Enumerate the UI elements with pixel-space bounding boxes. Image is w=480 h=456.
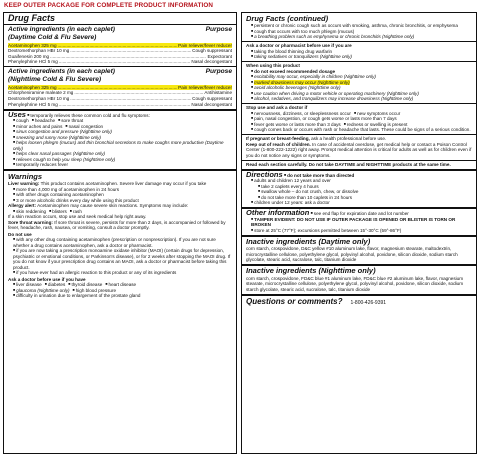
ask-pharmacist-heading: Ask a doctor or pharmacist before use if you are [246,43,352,48]
stop-use-item: ■ fever gets worse or lasts more than 3 days [251,122,341,127]
condition-item: ■ thyroid disease [68,282,102,287]
ask-pharmacist-item: ■ taking the blood thinning drug warfarin [246,49,472,55]
questions-section [242,296,476,308]
drug-facts-left-panel [3,12,237,454]
condition-item: ■ difficulty in urination due to enlargement of the prostate gland [8,293,232,299]
nighttime-purpose-label: Purpose [205,68,232,76]
other-info-section [242,209,476,237]
inactive-nighttime-text: corn starch, crospovidone, FD&C blue #1 aluminum lake, FD&C blue #2 aluminum lake, flavor, magnesium stearate, microcrystalline cellulose, polyethylene glycol, polyvinyl alcohol, povidone, silicon dioxide, sodium starch glycolate, stearic acid, sucralose, talc, titanium dioxide [246,275,464,292]
liver-warning [8,181,232,187]
directions-section [242,171,476,210]
condition-item: ■ glaucoma (Nighttime only) [13,288,70,293]
stop-use-section [242,104,476,135]
do-not-use-item: ■ with any other drug containing acetaminophen (prescription or nonprescription). If you are not sure whether a drug contains acetaminophen, ask a doctor or pharmacist. [8,237,232,248]
ingredient-purpose: Pain reliever/fever reducer [178,42,232,48]
nighttime-active-label: Active ingredients (in each caplet) [8,68,115,76]
ingredient-purpose: Nasal decongestant [191,101,232,107]
do-not-use-item: ■ if you are now taking a prescription monoamine oxidase inhibitor (MAOI) (certain drugs for depression, psychiatric or emotional conditions, or Parkinson's disease), or for 2 weeks after stopping the MAOI drug. If you do not know if your prescription drug contains an MAOI, ask a doctor or pharmacist before taking this product. [8,248,232,270]
ingredient-name: Dextromethorphan HBr 10 mg [8,48,70,54]
ingredient-name: Acetaminophen 325 mg [8,84,57,90]
drug-facts-right-panel [241,12,477,454]
directions-title: Directions [246,169,283,179]
ingredient-row [8,102,232,108]
drug-facts-title: Drug Facts [8,13,56,23]
keep-out-text: In case of accidental overdose, get medical help or contact a Poison Control Center (1-800-222-1222) right away. Prompt medical attention is critical for adults as well as for children even if you do not notice any signs or symptoms. [246,141,472,158]
ask-doctor-text: ■ cough that occurs with too much phlegm (mucus) [251,29,354,34]
ask-pharmacist-section [242,42,476,62]
daytime-purpose-label: Purpose [205,26,232,33]
nighttime-subheading: (Nighttime Cold & Flu Severe) [8,76,102,84]
when-using-item: ■ use caution when driving a motor vehicle or operating machinery (Nighttime only) [246,91,472,97]
other-info-note: ■ see end flap for expiration date and lot number [311,211,409,216]
ingredient-purpose: Nasal decongestant [191,59,232,65]
when-using-section [242,62,476,104]
use-item: ■ helps clear nasal passages (Nighttime only) [8,151,232,157]
daytime-active-ingredients [4,25,236,67]
warnings-title: Warnings [8,172,43,182]
inactive-nighttime-section [242,266,476,296]
ingredient-purpose: Pain reliever/fever reducer [178,84,232,90]
inactive-daytime-text: corn starch, crospovidone, D&C yellow #10 aluminum lake, flavor, magnesium stearate, maltodextrin, microcrystalline cellulose, polyethylene glycol, polyvinyl alcohol, povidone, silicon dioxide, sodium starch glycolate, stearic acid, sucralose, talc, titanium dioxide [246,246,458,263]
stop-use-item: ■ nervousness, dizziness, or sleeplessness occur [251,111,351,116]
directions-item: ■ children under 12 years: ask a doctor [246,200,472,206]
use-item: ■ helps loosen phlegm (mucus) and thin bronchial secretions to make coughs more productive (Daytime only) [8,140,232,151]
daytime-active-heading [8,26,232,34]
condition-item: ■ heart disease [105,282,136,287]
sore-throat-warning [8,220,232,231]
use-item: ■ headache [32,118,55,123]
ingredient-name: Acetaminophen 325 mg [8,42,57,48]
condition-item: ■ liver disease [13,282,42,287]
ask-pharmacist-item: ■ taking sedatives or tranquilizers (Nighttime only) [246,54,472,60]
ingredient-purpose: Cough suppressant [192,48,232,54]
ingredient-name: Phenylephrine HCl 5 mg [8,101,58,107]
skin-symptom: ■ rash [70,209,82,214]
other-info-item: ■ store at 25°C (77°F); excursions permitted between 15°-30°C (59°-86°F) [246,228,472,234]
nighttime-active-heading [8,68,232,76]
use-item: ■ minor aches and pains [13,124,62,129]
uses-intro-text: ■ temporarily relieves these common cold and flu symptoms: [27,113,150,118]
questions-title: Questions or comments? [246,296,343,306]
ingredient-name: Dextromethorphan HBr 10 mg [8,96,70,102]
sore-throat-lead: Sore throat warning: [8,219,53,225]
stop-use-item: ■ new symptoms occur [354,111,400,116]
questions-phone[interactable]: 1-800-426-9391 [350,299,387,306]
ingredient-name: Phenylephrine HCl 5 mg [8,59,58,65]
do-not-use-heading: Do not use [8,231,32,237]
use-item: ■ temporarily reduces fever [8,162,232,168]
liver-warning-text: This product contains acetaminophen. Severe liver damage may occur if you take [40,181,207,187]
stop-use-item: ■ pain, nasal congestion, or cough gets worse or lasts more than 7 days [246,116,472,122]
stop-use-item: ■ cough comes back or occurs with rash or headache that lasts. These could be signs of a serious condition. [246,127,472,133]
directions-item: ■ swallow whole – do not crush, chew, or dissolve [246,189,472,195]
questions-row [246,297,472,307]
keep-out-of-reach [246,142,472,159]
when-using-item: ■ do not exceed recommended dosage [246,69,472,75]
other-info-item: ■ TAMPER EVIDENT: DO NOT USE IF OUTER PACKAGE IS OPENED OR BLISTER IS TORN OR BROKEN [246,217,472,228]
keep-out-lead: Keep out of reach of children. [246,141,311,147]
pregnancy-section [242,135,476,161]
when-using-heading: When using this product [246,63,300,68]
other-info-title: Other information [246,208,310,217]
use-item: ■ nasal congestion [65,124,103,129]
inactive-daytime-title: Inactive ingredients (Daytime only) [246,236,371,246]
ask-doctor-heading: Ask a doctor before use if you have [8,276,86,282]
skin-symptom: ■ skin reddening [13,209,46,214]
ask-doctor-item: ■ a breathing problem such as emphysema or chronic bronchitis (Nighttime only) [246,34,472,40]
uses-title: Uses [8,109,26,119]
warning-item: ■ more than 4,000 mg of acetaminophen in 24 hours [8,187,232,193]
ingredient-purpose: Antihistamine [204,90,232,96]
daytime-subheading: (Daytime Cold & Flu Severe) [8,34,97,41]
nighttime-active-ingredients [4,67,236,110]
stop-use-item: ■ redness or swelling is present [344,122,408,127]
drug-facts-title-section [4,13,236,25]
allergy-alert-text: Acetaminophen may cause severe skin reactions. Symptoms may include: [37,203,189,209]
warning-item: ■ 3 or more alcoholic drinks every day while using this product [8,198,232,204]
package-banner: KEEP OUTER PACKAGE FOR COMPLETE PRODUCT INFORMATION [4,2,214,9]
ingredient-purpose: Cough suppressant [192,96,232,102]
condition-item: ■ high blood pressure [73,288,117,293]
pregnancy-text: ask a health professional before use. [311,136,387,141]
when-using-item: ■ alcohol, sedatives, and tranquilizers may increase drowsiness (Nighttime only) [246,96,472,102]
when-using-item: ■ excitability may occur, especially in children (Nighttime only) [246,74,472,80]
read-carefully-note: Read each section carefully. Do not take DAYTIME and NIGHTTIME products at the same time. [246,161,451,167]
daytime-active-label: Active ingredients (in each caplet) [8,26,115,33]
ask-doctor-text: persistent or chronic cough such as occurs with smoking, asthma, chronic bronchitis, or emphysema [254,23,458,28]
sore-throat-text: If sore throat is severe, persists for more than 2 days, is accompanied or followed by fever, headache, rash, nausea, or vomiting, consult a doctor promptly. [8,219,226,231]
ingredient-row [8,59,232,65]
ask-doctor-item [246,23,472,34]
directions-item: ■ do not take more than 10 caplets in 24 hours [246,195,472,201]
warnings-section [4,171,236,300]
stop-use-heading: Stop use and ask a doctor if [246,105,308,110]
skin-symptom: ■ blisters [49,209,67,214]
ingredient-name: Guaifenesin 200 mg [8,53,50,59]
use-item: ■ sore throat [58,118,83,123]
condition-item: ■ diabetes [45,282,66,287]
directions-note: ■ do not take more than directed [284,173,354,178]
when-using-item: ■ avoid alcoholic beverages (Nighttime only) [246,85,472,91]
use-item: ■ cough [13,118,29,123]
warning-item: ■ with other drugs containing acetaminophen [8,192,232,198]
allergy-alert-lead: Allergy alert: [8,203,37,209]
ingredient-name: Chlorpheniramine maleate 2 mg [8,90,74,96]
do-not-use-item: ■ if you have ever had an allergic reaction to this product or any of its ingredients [8,270,232,276]
use-item: ■ sinus congestion and pressure (Nighttime only) [8,129,232,135]
use-item: ■ relieves cough to help you sleep (Nighttime only) [8,157,232,163]
drug-facts-continued-section [242,13,476,42]
drug-facts-continued-title: Drug Facts (continued) [246,14,329,23]
ingredient-purpose: Expectorant [207,53,232,59]
pregnancy-lead: If pregnant or breast-feeding, [246,136,310,141]
use-item: ■ sneezing and runny nose (Nighttime only) [8,135,232,141]
inactive-nighttime-title: Inactive ingredients (Nighttime only) [246,266,376,276]
directions-item: ■ take 2 caplets every 4 hours [246,184,472,190]
when-using-text: marked drowsiness may occur (Nighttime only) [254,79,350,85]
skin-reaction-note: If a skin reaction occurs, stop use and seek medical help right away. [8,214,147,220]
liver-warning-lead: Liver warning: [8,181,40,187]
inactive-daytime-section [242,237,476,267]
directions-item: ■ adults and children 12 years and over [246,178,472,184]
uses-section [4,111,236,172]
